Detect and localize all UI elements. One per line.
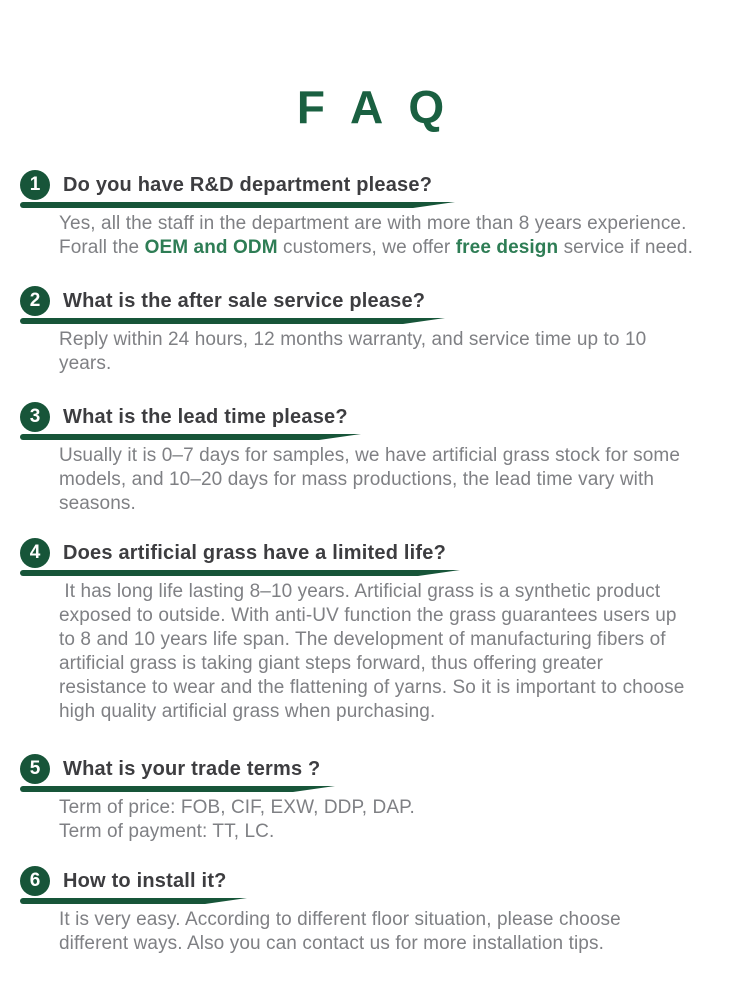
question-number: 2 [29, 290, 41, 311]
faq-question-row [20, 170, 728, 200]
faq-question-row [20, 286, 728, 316]
answer-line: exposed to outside. With anti-UV function the grass guarantees users up [59, 605, 677, 626]
answer-line: It has long life lasting 8–10 years. Artificial grass is a synthetic product [59, 581, 661, 602]
question-underline [20, 434, 361, 440]
faq-question-row [20, 866, 728, 896]
answer-line [59, 236, 728, 260]
question-number-badge [20, 538, 50, 568]
question-number: 6 [29, 870, 41, 891]
answer [59, 580, 728, 724]
answer-segment: Forall the [59, 237, 145, 258]
answer-line: Usually it is 0–7 days for samples, we have artificial grass stock for some [59, 445, 681, 466]
faq-item [20, 170, 728, 260]
answer [59, 908, 728, 956]
faq-question-row [20, 402, 728, 432]
answer-line: resistance to wear and the flattening of yarns. So it is important to choose [59, 677, 685, 698]
answer-line: different ways. Also you can contact us for more installation tips. [59, 933, 604, 954]
page-title: F A Q [296, 81, 452, 133]
question-underline [20, 318, 445, 324]
faq-item [20, 866, 728, 956]
answer-line: artificial grass is taking giant steps forward, thus offering greater [59, 653, 604, 674]
question-number: 1 [29, 174, 41, 195]
answer [59, 212, 728, 260]
answer [59, 796, 728, 844]
question-underline [20, 898, 247, 904]
answer-line: to 8 and 10 years life span. The development of manufacturing fibers of [59, 629, 666, 650]
faq-item [20, 286, 728, 376]
answer-line: models, and 10–20 days for mass productions, the lead time vary with [59, 469, 655, 490]
question-text: What is your trade terms ? [63, 757, 321, 780]
answer-line: Term of price: FOB, CIF, EXW, DDP, DAP. [59, 797, 415, 818]
answer-line: It is very easy. According to different floor situation, please choose [59, 909, 621, 930]
highlight-free-design: free design [455, 237, 559, 258]
answer-line: Reply within 24 hours, 12 months warranty, and service time up to 10 [59, 329, 647, 350]
faq-item [20, 538, 728, 724]
question-number-badge [20, 286, 50, 316]
faq-item [20, 754, 728, 844]
question-number: 5 [29, 758, 41, 779]
question-number-badge [20, 754, 50, 784]
faq-item [20, 402, 728, 516]
question-underline [20, 570, 460, 576]
answer-line: seasons. [59, 493, 136, 514]
answer [59, 328, 728, 376]
answer-line: Yes, all the staff in the department are with more than 8 years experience. [59, 213, 687, 234]
answer-line: Term of payment: TT, LC. [59, 821, 275, 842]
question-number-badge [20, 402, 50, 432]
question-number: 3 [29, 406, 41, 427]
question-text: What is the after sale service please? [63, 289, 426, 312]
answer-segment: customers, we offer [277, 237, 456, 258]
question-text: Does artificial grass have a limited life? [63, 541, 446, 564]
question-underline [20, 202, 455, 208]
question-underline [20, 786, 335, 792]
question-text: Do you have R&D department please? [63, 173, 433, 196]
answer [59, 444, 728, 516]
question-number: 4 [29, 542, 41, 563]
faq-question-row [20, 538, 728, 568]
question-number-badge [20, 866, 50, 896]
answer-line: high quality artificial grass when purchasing. [59, 701, 436, 722]
answer-line: years. [59, 353, 112, 374]
question-text: How to install it? [63, 869, 227, 892]
faq-question-row [20, 754, 728, 784]
answer-segment: service if need. [558, 237, 693, 258]
question-number-badge [20, 170, 50, 200]
question-text: What is the lead time please? [63, 405, 348, 428]
highlight-oem-odm: OEM and ODM [144, 237, 278, 258]
